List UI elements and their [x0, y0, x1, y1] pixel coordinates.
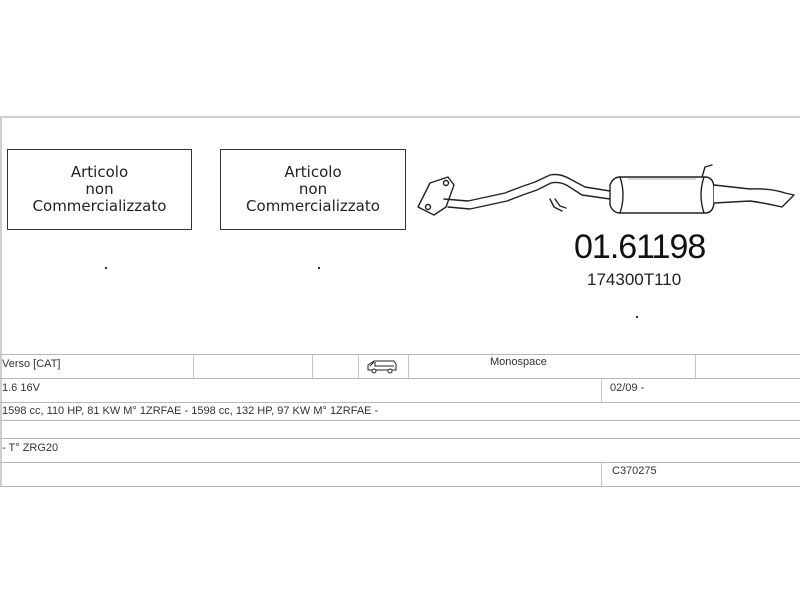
not-available-line: Articolo: [284, 163, 342, 181]
column-divider: [312, 354, 313, 378]
exhaust-pipe-icon: [410, 155, 800, 230]
not-available-box-2: [220, 149, 406, 230]
oem-reference: 174300T110: [587, 270, 682, 289]
engine-cell: 1.6 16V: [2, 382, 40, 394]
column-divider: [695, 354, 696, 378]
van-icon: [366, 360, 398, 374]
date-cell: 02/09 -: [610, 382, 645, 394]
not-available-line: non: [85, 180, 114, 198]
specs-cell: 1598 cc, 110 HP, 81 KW M° 1ZRFAE - 1598 cc, 132 HP, 97 KW M° 1ZRFAE -: [2, 405, 379, 417]
column-divider: [408, 354, 409, 378]
column-divider: [601, 462, 602, 486]
reference-code-cell: C370275: [612, 465, 657, 477]
column-divider: [193, 354, 194, 378]
body-type-cell: Monospace: [490, 356, 547, 368]
not-available-line: Articolo: [70, 163, 129, 181]
row-divider: [0, 486, 800, 487]
column-divider: [601, 378, 602, 402]
row-divider: [0, 462, 800, 463]
column-divider: [358, 354, 359, 378]
not-available-line: Commercializzato: [246, 197, 380, 215]
dot-marker: [105, 267, 107, 269]
not-available-line: non: [298, 180, 328, 198]
not-available-line: Commercializzato: [32, 197, 167, 215]
type-cell: - T° ZRG20: [2, 442, 59, 454]
row-divider: [0, 420, 800, 421]
part-code: 01.61198: [574, 228, 706, 266]
dot-marker: [636, 316, 638, 318]
frame-left-border: [0, 116, 2, 486]
dot-marker: [318, 267, 320, 269]
frame-top-border: [0, 116, 800, 118]
model-cell: Verso [CAT]: [2, 358, 61, 370]
not-available-box-1: [7, 149, 192, 230]
row-divider: [0, 378, 800, 379]
row-divider: [0, 402, 800, 403]
row-divider: [0, 354, 800, 355]
row-divider: [0, 438, 800, 439]
